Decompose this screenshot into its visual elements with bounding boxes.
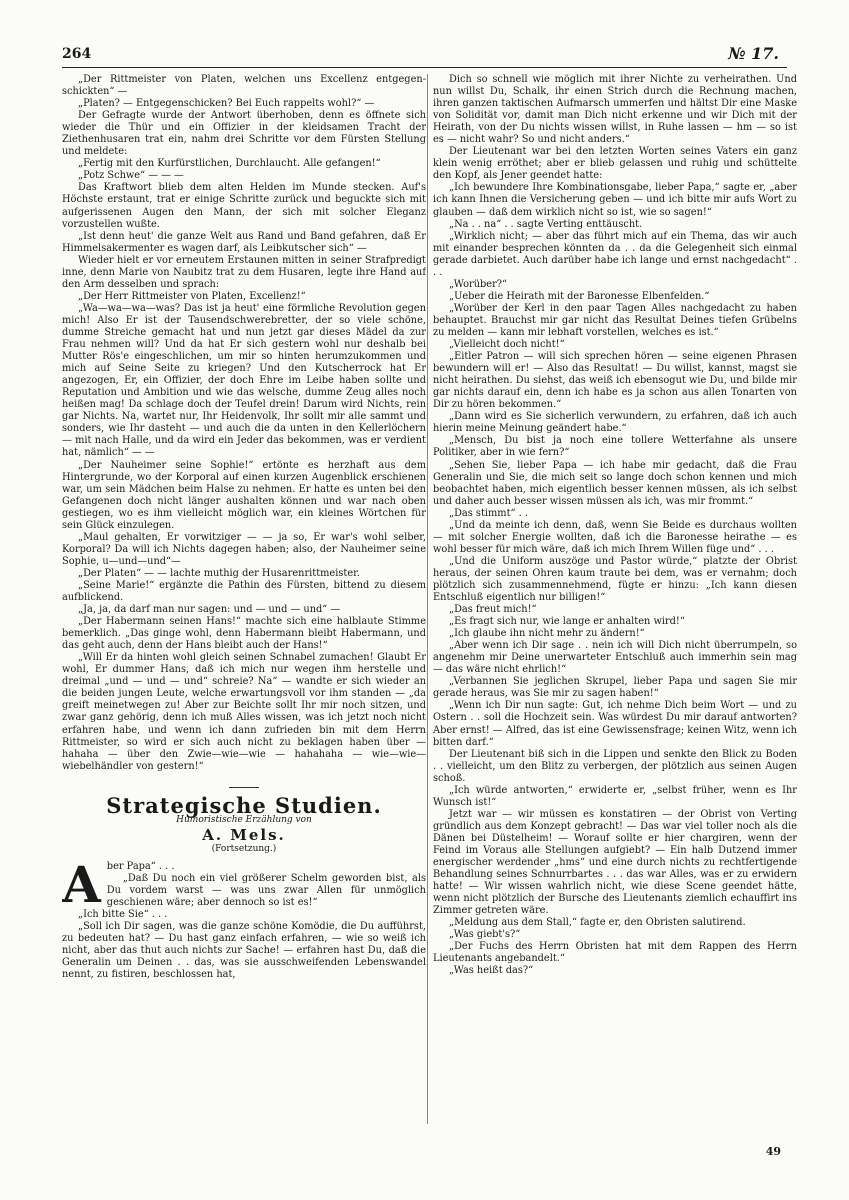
right-column-paragraph: „Worüber der Kerl in den paar Tagen Alles nachgedacht zu haben behauptet. Brauchst mir gar nicht das Resultat Deines tiefen Grübelns zu melden — kann mir lebhaft vorstellen, welches es ist.“ [433,302,797,338]
continuation-note: (Fortsetzung.) [211,843,277,854]
right-column-paragraph: Der Lieutenant biß sich in die Lippen und senkte den Blick zu Boden . . vielleicht, um den Blitz zu verbergen, der plötzlich aus seinen Augen schoß. [433,748,797,784]
left-column-paragraph: „Ja, ja, da darf man nur sagen: und — und — und“ — [78,604,341,616]
drop-cap: A [62,854,101,914]
right-column-paragraph: „Und die Uniform auszöge und Pastor würde,“ platzte der Obrist heraus, der seinen Ohren kaum traute bei dem, was er vernahm; doch plötzlich sich zusammennehmend, fügte er hinzu: „Ich kann diesen Entschluß eigentlich nur billigen!“ [433,555,797,604]
story-title: Strategische Studien. [106,792,382,818]
issue-number: № 17. [728,44,779,63]
right-column-paragraph: „Dann wird es Sie sicherlich verwundern, zu erfahren, daß ich auch hierin meine Meinung geändert habe.“ [433,411,797,435]
left-column-paragraph: Das Kraftwort blieb dem alten Helden im Munde stecken. Auf's Höchste erstaunt, trat er einige Schritte zurück und beguckte sich mit aufgerissenen Augen den Mann, der sich mit solcher Eleganz vorzustellen wußte. [62,182,426,230]
story-paragraph: „Ich bitte Sie“ . . . [78,909,168,921]
right-column-paragraph: „Meldung aus dem Stall,“ fagte er, den Obristen salutirend. [449,917,746,929]
left-column-paragraph: „Der Platen“ — — lachte muthig der Husarenrittmeister. [78,567,360,579]
left-column-paragraph: „Will Er da hinten wohl gleich seinen Schnabel zumachen! Glaubt Er wohl, Er dummer Hans, daß ich mich nur wegen ihm herstelle und dreimal „und — und — und“ schreie? Na“ — wandte er sich wieder an die beiden jungen Leute, welche erwartungsvoll vor ihm standen — „da greift meinetwegen zu! Aber zur Beichte sollt Ihr mir noch sitzen, und zwar ganz gehörig, denn ich muß Alles wissen, was ich jetzt noch nicht erfahren habe, und wenn ich dann zufrieden bin mit dem Herrn Rittmeister, so wird er sich auch nicht zu beklagen haben über — hahaha — über den Zwie—wie—wie — hahahaha — wie—wie—wiebelhändler von gestern!“ [62,652,426,772]
right-column-paragraph: „Ueber die Heirath mit der Baronesse Elbenfelden.“ [449,290,710,302]
story-author: A. Mels. [202,825,286,844]
right-column-paragraph: „Ich würde antworten,“ erwiderte er, „selbst früher, wenn es Ihr Wunsch ist!“ [433,784,797,808]
left-column-paragraph: „Fertig mit den Kurfürstlichen, Durchlaucht. Alle gefangen!“ [78,158,381,170]
right-column-paragraph: „Eitler Patron — will sich sprechen hören — seine eigenen Phrasen bewundern will er! — Also das Resultat! — Du willst, kannst, magst sie nicht heirathen. Du siehst, das weiß ich ebensogut wie Du, und bilde mir gar nichts darauf ein, denn ich habe es ja schon aus allen Tonarten von Dir zu hören bekommen.“ [433,351,797,411]
right-column-paragraph: „Und da meinte ich denn, daß, wenn Sie Beide es durchaus wollten — mit solcher Energie wollten, daß ich die Baronesse heirathe — es wohl besser für mich wäre, daß ich mich Ihrem Willen füge und“ . . . [433,519,797,555]
left-column-paragraph: „Der Nauheimer seine Sophie!“ ertönte es herzhaft aus dem Hintergrunde, wo der Korporal auf einen kurzen Augenblick erschienen war, um sein Mädchen beim Halse zu nehmen. Er hatte es unten bei den Gefangenen doch nicht länger aushalten können und war nach oben gestiegen, wo es ihm vielleicht möglich war, ein kleines Wörtchen für sein Glück einzulegen. [62,459,426,531]
signature-number: 49 [765,1145,781,1158]
left-column-paragraph: Der Gefragte wurde der Antwort überhoben, denn es öffnete sich wieder die Thür und ein Offizier in der kleidsamen Tracht der Ziethenhusaren trat ein, nahm drei Schritte vor dem Fürsten Stellung und meldete: [62,110,426,158]
right-column-paragraph: „Sehen Sie, lieber Papa — ich habe mir gedacht, daß die Frau Generalin und Sie, die mich seit so lange doch schon kennen und mich beobachtet haben, mich eigentlich besser kennen müssen, als ich selbst und daher auch besser wissen müssen als ich, was mir frommt.“ [433,459,797,507]
story-paragraph-text: ber Papa“ . . . [106,860,175,872]
right-column [433,74,797,1134]
left-column-paragraph: „Platen? — Entgegenschicken? Bei Euch rappelts wohl?“ — [78,98,375,110]
right-column-paragraph: Dich so schnell wie möglich mit ihrer Nichte zu verheirathen. Und nun willst Du, Schalk, ihr einen Strich durch die Rechnung machen, ihren ganzen taktischen Aufmarsch ummerfen und hältst Dir eine Maske von Solidität vor, damit man Dich nicht erkenne und wir Dich mit der Heirath, von der Du nichts wissen willst, in Ruhe lassen — hm — so ist es — nicht wahr? So und nicht anders.“ [433,74,797,146]
right-column-paragraph: „Der Fuchs des Herrn Obristen hat mit dem Rappen des Herrn Lieutenants angebandelt.“ [433,941,797,965]
right-column-paragraph: Der Lieutenant war bei den letzten Worten seines Vaters ein ganz klein wenig erröthet; aber er blieb gelassen und ruhig und schüttelte den Kopf, als Jener geendet hatte: [433,146,797,182]
left-column-paragraph: „Der Rittmeister von Platen, welchen uns Excellenz entgegenschickten“ — [62,74,426,98]
right-column-text [433,74,797,978]
right-column-paragraph: „Aber wenn ich Dir sage . . nein ich will Dich nicht überrumpeln, so angenehm mir Deine unerwarteter Entschluß auch immerhin sein mag — das wäre nicht ehrlich!“ [433,640,797,676]
right-column-paragraph: „Ich bewundere Ihre Kombinationsgabe, lieber Papa,“ sagte er, „aber ich kann Ihnen die Versicherung geben — und ich bitte mir aufs Wort zu glauben — daß dem wirklich nicht so ist, wie so sagen!“ [433,182,797,218]
right-column-paragraph: „Das freut mich!“ [449,604,537,616]
right-column-paragraph: „Was heißt das?“ [449,965,534,977]
column-divider [427,74,428,1124]
left-column-paragraph: „Wa—wa—wa—was? Das ist ja heut' eine förmliche Revolution gegen mich! Also Er ist der Tausendschwerebretter, der so viele schöne, dumme Streiche gemacht hat und nun jetzt gar dieses Mädel da zur Frau nehmen will? Und da hat Er sich gestern wohl nur deshalb bei Mutter Rös'e eingeschlichen, um mir so hinten herumzukommen und mich auf Seine Seite zu kriegen? Und den Kutscherrock hat Er angezogen, Er, ein Offizier, der doch Ehre im Leibe haben sollte und Reputation und Ambition und wie das welsche, dumme Zeug alles noch heißen mag! Da schlage doch der Teufel drein! Darum wird Nichts, rein gar Nichts. Na, wartet nur, Ihr Heidenvolk, Ihr sollt mir alle sammt und sonders, wie Ihr dasteht — und auch die da unten in den Kellerlöchern — mit nach Halle, und da wird ein Jeder das bekommen, was er verdient hat, nämlich“ — — [62,302,426,459]
left-column-paragraph: „Potz Schwe“ — — — [78,170,184,182]
right-column-paragraph: „Es fragt sich nur, wie lange er anhalten wird!“ [449,616,685,628]
left-column-paragraph: „Der Herr Rittmeister von Platen, Excellenz!“ [78,290,306,302]
right-column-paragraph: „Wirklich nicht; — aber das führt mich auf ein Thema, das wir auch mit einander besprechen könnten da . . da die Gelegenheit sich einmal gerade darbietet. Auch darüber habe ich lange und ernst nachgedacht“ . . . [433,230,797,278]
right-column-paragraph: „Das stimmt“ . . [449,507,528,519]
left-column-paragraph: „Seine Marie!“ ergänzte die Pathin des Fürsten, bittend zu diesem aufblickend. [62,579,426,604]
right-column-paragraph: „Verbannen Sie jeglichen Skrupel, lieber Papa und sagen Sie mir gerade heraus, was Sie mir zu sagen haben!“ [433,676,797,700]
section-separator [229,787,259,788]
story-text [62,854,426,981]
left-column-paragraph: „Der Habermann seinen Hans!“ machte sich eine halblaute Stimme bemerklich. „Das ginge wohl, denn Habermann bleibt Habermann, und das geht auch, denn der Hans bleibt auch der Hans!“ [62,616,426,652]
right-column-paragraph: „Vielleicht doch nicht!“ [449,339,565,351]
right-column-paragraph: „Was giebt's?“ [449,929,521,941]
left-column-paragraph: „Maul gehalten, Er vorwitziger — — ja so, Er war's wohl selber, Korporal? Da will ich Nichts dagegen haben; also, der Nauheimer seine Sophie, u—und—und“— [62,531,426,567]
page-number: 264 [62,46,92,62]
right-column-paragraph: „Mensch, Du bist ja noch eine tollere Wetterfahne als unsere Politiker, aber in wie fern?“ [433,435,797,459]
right-column-paragraph: „Na . . na“ . . sagte Verting enttäuscht. [449,218,643,230]
story-paragraph: „Daß Du noch ein viel größerer Schelm geworden bist, als Du vordem warst — was uns zwar Allen für unmöglich geschienen wäre; aber dennoch so ist es!“ [106,872,426,909]
story-subtitle: Humoristische Erzählung von [176,814,312,825]
right-column-paragraph: „Ich glaube ihn nicht mehr zu ändern!“ [449,628,645,640]
right-column-paragraph: „Worüber?“ [449,278,508,290]
left-column-text [62,74,426,773]
right-column-paragraph: „Wenn ich Dir nun sagte: Gut, ich nehme Dich beim Wort — und zu Ostern . . soll die Hochzeit sein. Was würdest Du mir darauf antworten? Aber ernst! — Alfred, das ist eine Gewissensfrage; keinen Witz, wenn ich bitten darf.“ [433,700,797,748]
story-paragraph: „Soll ich Dir sagen, was die ganze schöne Komödie, die Du aufführst, zu bedeuten hat? — Du hast ganz einfach erfahren, — wie so weiß ich nicht, aber das thut auch nichts zur Sache! — erfahren hast Du, daß die Generalin um Deinen . . das, was sie ausschweifenden Lebenswandel nennt, zu fistiren, beschlossen hat, [62,921,426,981]
left-column [62,74,426,1134]
left-column-paragraph: „Ist denn heut' die ganze Welt aus Rand und Band gefahren, daß Er Himmelsakermenter es wagen darf, als Leibkutscher sich“ — [62,230,426,254]
header-rule [62,67,787,68]
left-column-paragraph: Wieder hielt er vor erneutem Erstaunen mitten in seiner Strafpredigt inne, denn Marie von Naubitz trat zu dem Husaren, legte ihre Hand auf den Arm desselben und sprach: [62,254,426,290]
right-column-paragraph: Jetzt war — wir müssen es konstatiren — der Obrist von Verting gründlich aus dem Konzept gebracht! — Das war viel toller noch als die Dänen bei Düstelheim! — Worauf sollte er hier chargiren, wenn der Feind im Voraus alle Stellungen aufgiebt? — Ein halb Dutzend immer energischer werdender „hms“ und eine durch nichts zu rechtfertigende Behandlung seines Schnurrbartes . . . das war Alles, was er zu erwidern hatte! — Wir wissen wahrlich nicht, wie diese Scene geendet hätte, wenn nicht plötzlich der Bursche des Lieutenants ziemlich echauffirt ins Zimmer getreten wäre. [433,808,797,917]
